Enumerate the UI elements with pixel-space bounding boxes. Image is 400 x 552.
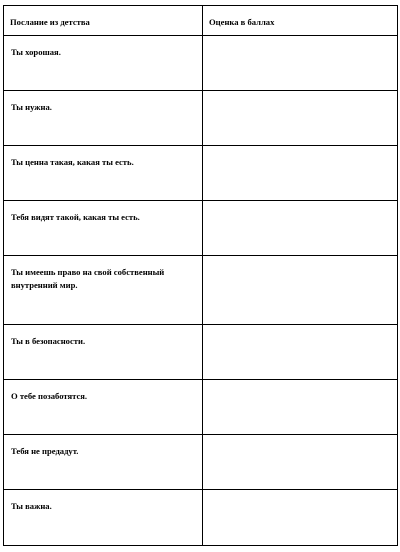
- score-cell[interactable]: [203, 325, 398, 380]
- message-cell: Тебя видят такой, какая ты есть.: [4, 201, 203, 256]
- table-header-row: [4, 6, 398, 36]
- message-cell: Ты в безопасности.: [4, 325, 203, 380]
- score-cell[interactable]: [203, 201, 398, 256]
- table-row: [4, 256, 398, 325]
- message-cell: Ты имеешь право на свой собственный внутренний мир.: [4, 256, 203, 325]
- score-cell[interactable]: [203, 36, 398, 91]
- message-cell: Ты важна.: [4, 490, 203, 546]
- table-row: [4, 91, 398, 146]
- score-cell[interactable]: [203, 380, 398, 435]
- table-row: [4, 380, 398, 435]
- header-message: Послание из детства: [4, 6, 203, 36]
- header-score: Оценка в баллах: [203, 6, 398, 36]
- table-row: [4, 325, 398, 380]
- message-cell: Ты хорошая.: [4, 36, 203, 91]
- table-row: [4, 435, 398, 490]
- score-cell[interactable]: [203, 256, 398, 325]
- score-cell[interactable]: [203, 435, 398, 490]
- message-cell: Тебя не предадут.: [4, 435, 203, 490]
- score-cell[interactable]: [203, 91, 398, 146]
- message-cell: Ты нужна.: [4, 91, 203, 146]
- table-row: [4, 201, 398, 256]
- message-cell: О тебе позаботятся.: [4, 380, 203, 435]
- score-cell[interactable]: [203, 490, 398, 546]
- table-row: [4, 490, 398, 546]
- table-row: [4, 36, 398, 91]
- score-cell[interactable]: [203, 146, 398, 201]
- table-row: [4, 146, 398, 201]
- messages-score-table: [3, 5, 398, 546]
- message-cell: Ты ценна такая, какая ты есть.: [4, 146, 203, 201]
